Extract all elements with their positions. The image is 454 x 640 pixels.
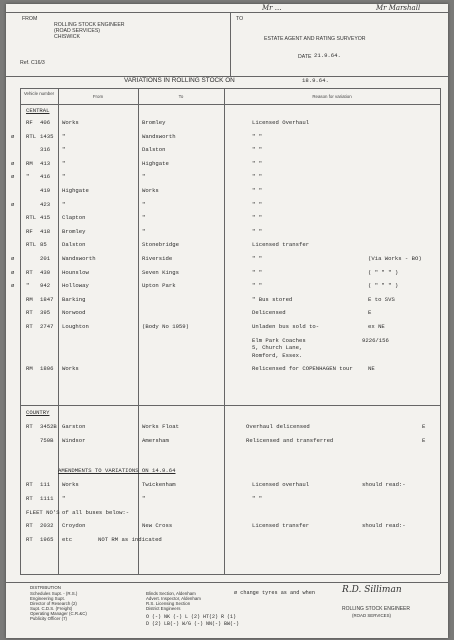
row-reason: Elm Park Coaches: [252, 336, 306, 344]
row-from: Clapton: [62, 214, 86, 222]
row-reason: " ": [252, 187, 263, 194]
row-prefix: FLEET NO'S: [26, 508, 60, 516]
row-number: 416: [40, 173, 51, 181]
row-to: New Cross: [142, 522, 173, 530]
row-number: 423: [40, 200, 51, 208]
row-from: of all buses below:-: [62, 508, 130, 516]
row-prefix: ": [26, 282, 30, 290]
dist-col1-4: Operating Manager (C.R.&C): [30, 611, 87, 616]
row-extra: E to SVS: [368, 295, 395, 303]
row-number: 430: [40, 268, 51, 276]
row-prefix: RF: [26, 119, 33, 126]
row-to: Amersham: [142, 437, 169, 444]
row-mark: ø: [11, 200, 15, 208]
row-to: Wandsworth: [142, 132, 176, 140]
reference: Ref. C16/3: [20, 60, 45, 66]
handwritten-recipient: Mr Marshall: [376, 4, 421, 12]
row-reason: " ": [252, 159, 263, 167]
row-from: ": [62, 159, 66, 167]
table-left-edge: [20, 88, 21, 574]
row-to: Dalston: [142, 146, 166, 154]
row-prefix: RTL: [26, 241, 37, 249]
row-reason: " ": [252, 132, 263, 140]
from-line-2: (ROAD SERVICES): [54, 28, 101, 34]
row-from: Norwood: [62, 309, 86, 317]
row-number: 201: [40, 255, 51, 262]
row-prefix: RT: [26, 536, 33, 544]
row-extra: ex NE: [368, 323, 385, 330]
row-reason: " Bus stored: [252, 295, 293, 303]
col-divider-2: [138, 88, 139, 574]
row-number: 1847: [40, 295, 54, 303]
row-mark: ø: [11, 173, 15, 181]
row-number: 3452B: [40, 423, 57, 430]
row-number: 2032: [40, 522, 54, 530]
row-from: ": [62, 132, 66, 140]
title-date: 18.9.64.: [302, 77, 329, 84]
row-extra: ( " " " ): [368, 282, 399, 290]
row-extra: E: [422, 437, 426, 444]
row-prefix: RF: [26, 227, 33, 235]
row-extra: 9226/156: [362, 336, 389, 344]
row-prefix: ": [26, 173, 30, 181]
row-reason: Delicensed: [252, 309, 286, 317]
country-rule: [20, 405, 440, 406]
row-reason: Licensed Overhaul: [252, 119, 310, 126]
row-from: Works: [62, 481, 79, 488]
row-reason: Licensed transfer: [252, 241, 310, 249]
row-from: Barking: [62, 295, 86, 303]
signature: R.D. Silliman: [342, 585, 402, 595]
row-mark: ø: [11, 268, 15, 276]
row-from: etc: [62, 536, 73, 544]
col-header-reason: Reason for variation: [312, 94, 352, 99]
row-from: Works: [62, 365, 79, 373]
row-number: 316: [40, 146, 51, 154]
row-from: Croydon: [62, 522, 86, 530]
row-reason: " ": [252, 146, 263, 154]
row-extra: NE: [368, 365, 375, 373]
row-reason: " ": [252, 214, 263, 222]
row-reason: Unladen bus sold to-: [252, 323, 320, 330]
row-reason: Overhaul delicensed: [246, 423, 310, 430]
row-reason: " ": [252, 227, 263, 235]
from-label: FROM: [22, 16, 38, 22]
table-header-rule: [20, 104, 440, 105]
row-from: Hounslow: [62, 268, 89, 276]
row-reason: Relicensed and transferred: [246, 437, 334, 444]
header-divider: [230, 12, 231, 76]
row-reason: " ": [252, 173, 263, 181]
row-number: 111: [40, 481, 51, 488]
row-number: 2747: [40, 323, 54, 330]
table-right-edge: [440, 88, 441, 574]
row-mark: ø: [11, 159, 15, 167]
row-from: Dalston: [62, 241, 86, 249]
row-to: (Body No 1959): [142, 323, 189, 330]
from-line-1: ROLLING STOCK ENGINEER: [54, 22, 125, 28]
section-central: CENTRAL: [26, 107, 50, 114]
dist-col2-2: R.S. Licensing Section: [146, 601, 191, 606]
row-reason: " ": [252, 282, 263, 290]
to-text: ESTATE AGENT AND RATING SURVEYOR: [264, 36, 366, 42]
row-to: ": [142, 173, 146, 181]
row-from: Garston: [62, 423, 86, 430]
row-number: 413: [40, 159, 51, 167]
row-from: ": [62, 200, 66, 208]
row-number: 750B: [40, 437, 54, 444]
row-from: ": [62, 146, 66, 154]
row-number: 395: [40, 309, 51, 317]
row-to: ": [142, 494, 146, 502]
row-reason: Licensed overhaul: [252, 481, 310, 488]
row-prefix: RT: [26, 423, 33, 430]
table-bottom-rule: [20, 574, 440, 575]
dist-col1-5: Publicity Officer (7): [30, 616, 68, 621]
row-extra: should read:-: [362, 481, 406, 488]
row-mark: ø: [11, 132, 15, 140]
row-number: 1806: [40, 365, 54, 373]
row-to: NOT RM as indicated: [98, 536, 162, 544]
row-number: 418: [40, 227, 51, 235]
row-to: Bromley: [142, 119, 166, 126]
handwritten-note: Mr ...: [262, 4, 282, 12]
row-prefix: RT: [26, 323, 33, 330]
row-number: 419: [40, 187, 51, 194]
row-to: ": [142, 214, 146, 222]
footer-rule: [6, 582, 448, 583]
row-number: 1435: [40, 132, 54, 140]
row-to: Twickenham: [142, 481, 176, 488]
distribution-label: DISTRIBUTION: [30, 585, 61, 590]
col-divider-3: [224, 88, 225, 574]
row-to: ": [142, 227, 146, 235]
row-number: 942: [40, 282, 51, 290]
row-from: Works: [62, 119, 79, 126]
footer-title: ROLLING STOCK ENGINEER: [342, 606, 410, 612]
from-line-3: CHISWICK: [54, 34, 80, 40]
dist-col1-3: Supt. C.D.S. (Freight): [30, 606, 73, 611]
col-header-to: To: [178, 94, 184, 99]
row-from: Wandsworth: [62, 255, 96, 262]
dist-col1-2: Director of Research (2): [30, 601, 77, 606]
row-reason: Romford, Essex.: [252, 351, 303, 359]
row-prefix: RTL: [26, 214, 37, 222]
dist-col2-1: Advert. Inspector, Aldenham: [146, 596, 201, 601]
row-number: 1111: [40, 494, 54, 502]
row-to: ": [142, 200, 146, 208]
document-page: [6, 4, 448, 638]
row-reason: " ": [252, 494, 263, 502]
row-from: Loughton: [62, 323, 89, 330]
row-from: Bromley: [62, 227, 86, 235]
tyres-note: ø change tyres as and when: [234, 590, 315, 596]
row-reason: 5, Church Lane,: [252, 344, 303, 352]
footer-subtitle: (ROAD SERVICES): [352, 613, 391, 618]
row-to: Highgate: [142, 159, 169, 167]
row-reason: " ": [252, 200, 263, 208]
dist-col2-0: Blinds Section, Aldenham: [146, 591, 196, 596]
row-reason: " ": [252, 255, 263, 262]
row-number: 415: [40, 214, 51, 222]
row-reason: Licensed transfer: [252, 522, 310, 530]
row-to: Works: [142, 187, 159, 194]
amendments-heading: AMENDMENTS TO VARIATIONS ON 14.9.64: [58, 467, 176, 474]
row-extra: E: [368, 309, 372, 317]
row-to: Seven Kings: [142, 268, 179, 276]
row-to: Works Float: [142, 423, 179, 430]
row-number: 406: [40, 119, 51, 126]
row-mark: ø: [11, 255, 15, 262]
row-extra: E: [422, 423, 426, 430]
row-number: 1965: [40, 536, 54, 544]
date-value: 21.9.64.: [314, 52, 341, 59]
row-from: Windsor: [62, 437, 86, 444]
row-to: Riverside: [142, 255, 173, 262]
col-header-vehicle: Vehicle number: [23, 91, 55, 96]
document-title: VARIATIONS IN ROLLING STOCK ON: [124, 77, 235, 84]
dist-col1-1: Engineering Supt.: [30, 596, 65, 601]
row-prefix: RT: [26, 522, 33, 530]
row-prefix: RM: [26, 295, 33, 303]
row-extra: ( " " " ): [368, 268, 399, 276]
dist-col1-0: Schedules Supt. - (R.S.): [30, 591, 78, 596]
date-label: DATE: [298, 54, 312, 60]
row-prefix: RT: [26, 481, 33, 488]
dist-col2-3: District Engineers: [146, 606, 181, 611]
table-top-rule: [20, 88, 440, 89]
row-mark: ø: [11, 282, 15, 290]
header-top-rule: [6, 12, 448, 13]
row-prefix: RM: [26, 365, 33, 373]
col-divider-1: [58, 88, 59, 574]
row-reason: Relicensed for COPENHAGEN tour: [252, 365, 353, 373]
row-from: ": [62, 494, 66, 502]
row-reason: " ": [252, 268, 263, 276]
district-codes: O (-) NK (-) L (2) HT(2) R (1): [146, 614, 237, 620]
row-prefix: RM: [26, 159, 33, 167]
row-prefix: RT: [26, 268, 33, 276]
to-label: TO: [236, 16, 244, 22]
row-extra: should read:-: [362, 522, 406, 530]
row-from: Highgate: [62, 187, 89, 194]
row-prefix: RT: [26, 309, 33, 317]
row-from: Holloway: [62, 282, 89, 290]
row-number: 85: [40, 241, 47, 249]
row-prefix: RTL: [26, 132, 37, 140]
section-country: COUNTRY: [26, 409, 50, 416]
row-extra: (Via Works - BO): [368, 255, 422, 262]
row-to: Upton Park: [142, 282, 176, 290]
col-header-from: From: [92, 94, 104, 99]
row-prefix: RT: [26, 494, 33, 502]
row-to: Stonebridge: [142, 241, 179, 249]
row-from: ": [62, 173, 66, 181]
district-codes-2: D (2) LB(-) W/G (-) NN(-) BW(-): [146, 621, 240, 627]
